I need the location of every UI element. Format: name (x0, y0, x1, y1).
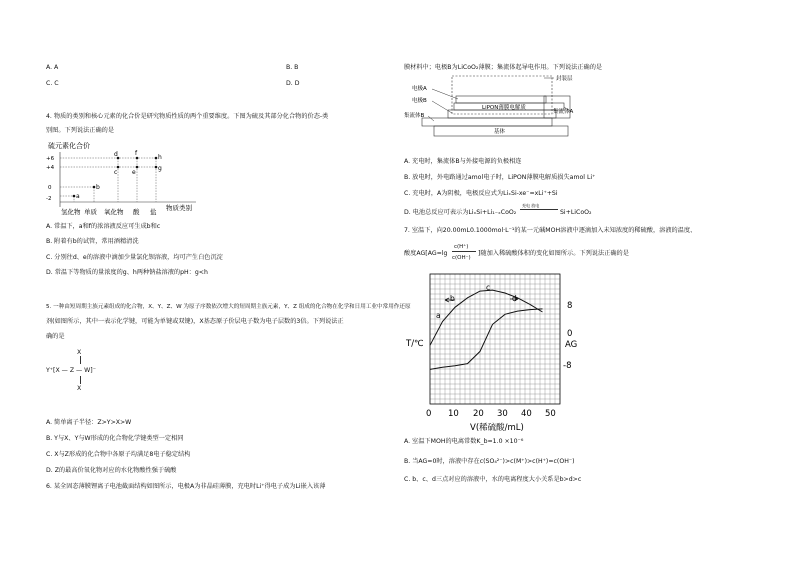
q5-stem-line3: 确的是 (46, 333, 65, 340)
structure-formula: Y⁺[X — Z — W]⁻ (46, 367, 96, 374)
label-f: f (135, 150, 138, 157)
pointer-electrode-a (432, 89, 458, 99)
q6-option-d: D. 电池总反应可表示为LiₓSi+Li₁₋ₓCoO₂ (404, 209, 517, 216)
point-b (93, 186, 96, 189)
point-label-c: c (486, 283, 491, 292)
q5-option-d: D. Z的最高价氧化物对应的水化物酸性强于硫酸 (46, 467, 177, 474)
q6-option-b: B. 放电时，外电路通过amol电子时，LiPON薄膜电解质损失amol Li⁺ (404, 174, 596, 181)
label-b: b (96, 184, 100, 191)
ag-fraction-numerator: c(H⁺) (454, 244, 469, 250)
structure-x-bottom: X (77, 385, 82, 392)
ytick-right-neg8: -8 (563, 361, 572, 371)
point-c (117, 166, 120, 169)
ylabel-temperature: T/℃ (406, 339, 424, 349)
xcat-acid: 酸 (133, 208, 140, 216)
structure-bond-bottom (80, 376, 81, 384)
q4-option-d: D. 常温下等物质的量浓度的g、h两种钠盐溶液的pH：g<h (46, 269, 208, 276)
ytick-right-0: 0 (567, 329, 573, 339)
pointer-collector-b (428, 116, 434, 121)
option-a-top: A. A (46, 64, 59, 71)
ylabel-ag: AG (565, 340, 578, 350)
label-a: a (76, 193, 80, 200)
point-f (136, 157, 139, 160)
structure-x-top: X (77, 349, 82, 356)
current-collector-b (422, 118, 552, 126)
label-h: h (158, 154, 162, 161)
ag-fraction-denominator: c(OH⁻) (452, 255, 471, 261)
point-label-d: d (512, 294, 517, 303)
point-label-a: a (436, 311, 441, 320)
q5-option-a: A. 简单离子半径：Z>Y>X>W (46, 419, 132, 426)
titration-chart (400, 268, 600, 438)
q5-stem-line1: 5. 一种由短周期主族元素组成的化合物，X、Y、Z、W 为原子序数依次增大的短周期主族元素，Y、Z 组成的化合物在化学和日用工业中常用作还原 (46, 304, 411, 310)
q6-option-a: A. 充电时，集流体B与外接电源的负极相连 (404, 158, 522, 165)
xtick-30: 30 (497, 409, 508, 419)
label-electrolyte: LiPON薄膜电解质 (482, 105, 526, 111)
ag-fraction-bar (452, 251, 476, 252)
point-a (73, 195, 76, 198)
q6-option-c: C. 充电时，A为阴极，电极反应式为LiₓSi-xe⁻=xLi⁺+Si (404, 190, 558, 197)
xtick-40: 40 (521, 409, 532, 419)
label-e: e (132, 169, 136, 176)
sulfur-valence-chart (46, 140, 206, 220)
q7-stem-line1: 7. 室温下，向20.00mL0.1000mol·L⁻¹的某一元碱MOH溶液中逐滴加入未知浓度的稀硫酸，溶液的温度、 (404, 227, 697, 234)
point-e (136, 166, 139, 169)
q4-option-b: B. 附着有b的试管，常用酒精清洗 (46, 238, 139, 245)
q5-stem-line2: 剂(如图所示，其中一表示化学键，可能为单键或双键)，X基态原子价层电子数为电子层数的3倍。下列说法正 (46, 318, 344, 325)
pointer-electrode-b (432, 101, 452, 113)
xtick-0: 0 (426, 409, 432, 419)
xcat-element: 单质 (84, 208, 97, 216)
point-h (155, 157, 158, 160)
q4-stem-line1: 4. 物质的类别和核心元素的化合价是研究物质性质的两个重要维度。下图为硫及其部分化合物的价态-类 (46, 113, 329, 120)
q4-stem-line2: 别图。下列说法正确的是 (46, 127, 115, 134)
ytick-4: +4 (46, 165, 55, 171)
xtick-10: 10 (448, 409, 459, 419)
label-electrode-a: 电极A (412, 86, 427, 92)
label-d: d (114, 151, 118, 158)
q6-stem-line2: 膜材料中；电极B为LiCoO₂薄膜；集流体起导电作用。下列说法正确的是 (404, 64, 603, 71)
label-electrode-b: 电极B (412, 98, 427, 104)
xaxis-label: V(稀硫酸/mL) (470, 423, 524, 433)
ytick-0: 0 (48, 185, 52, 191)
q5-option-c: C. X与Z形成的化合物中各原子均满足8电子稳定结构 (46, 451, 191, 458)
label-c: c (114, 169, 118, 176)
xtick-50: 50 (545, 409, 556, 419)
q7-option-b: B. 当AG=0时，溶液中存在c(SO₄²⁻)>c(M⁺)>c(H⁺)=c(OH⁻) (404, 458, 575, 465)
xtick-20: 20 (473, 409, 484, 419)
xcat-salt: 盐 (150, 208, 157, 216)
electrode-a-layer (456, 96, 546, 103)
point-label-b: b (450, 294, 455, 303)
label-encapsulation: 封装层 (556, 76, 573, 82)
q7-stem-line2-rest: ]随加入稀硫酸体积的变化如图所示。下列说法正确的是 (478, 250, 629, 257)
xcat-hydride: 氢化物 (61, 208, 81, 216)
ytick-neg2: -2 (46, 196, 52, 202)
q6-stem-line1: 6. 某全固态薄膜锂离子电池截面结构如图所示，电极A为非晶硅薄膜，充电时Li⁺得电子成为Li嵌入该薄 (46, 483, 326, 490)
label-collector-b: 集流体B (404, 113, 425, 119)
label-substrate: 基体 (494, 129, 506, 135)
q5-option-b: B. Y与X、Y与W形成的化合物化学键类型一定相同 (46, 435, 184, 442)
label-collector-a: 集流体A (553, 109, 574, 115)
q7-stem-line2: 酸度AG[AG=lg (404, 250, 448, 257)
structure-bond-top (80, 356, 81, 364)
q7-option-a: A. 室温下MOH的电离常数K_b=1.0 ×10⁻⁶ (404, 438, 524, 445)
q6-option-d-products: Si+LiCoO₂ (560, 209, 592, 216)
battery-diagram (404, 70, 584, 140)
option-b-top: B. B (286, 64, 299, 71)
q6-option-d-arrow-label: 充电 放电 (522, 203, 540, 208)
xcat-oxide: 氧化物 (104, 208, 124, 216)
xaxis-label: 物质类别 (166, 204, 192, 212)
q6-option-d-arrow (520, 209, 558, 210)
point-g (155, 166, 158, 169)
q4-option-a: A. 常温下，a和f的浓溶液反应可生成b和c (46, 223, 161, 230)
option-c-top: C. C (46, 80, 59, 87)
label-g: g (158, 165, 162, 172)
chart-title: 硫元素化合价 (48, 142, 90, 150)
ytick-right-8: 8 (567, 301, 573, 311)
q7-option-c: C. b、c、d三点对应的溶液中，水的电离程度大小关系是b>d>c (404, 476, 582, 483)
option-d-top: D. D (286, 80, 300, 87)
q4-option-c: C. 分别往d、e的溶液中滴加少量氯化钡溶液，均可产生白色沉淀 (46, 254, 223, 261)
ytick-6: +6 (46, 156, 55, 162)
